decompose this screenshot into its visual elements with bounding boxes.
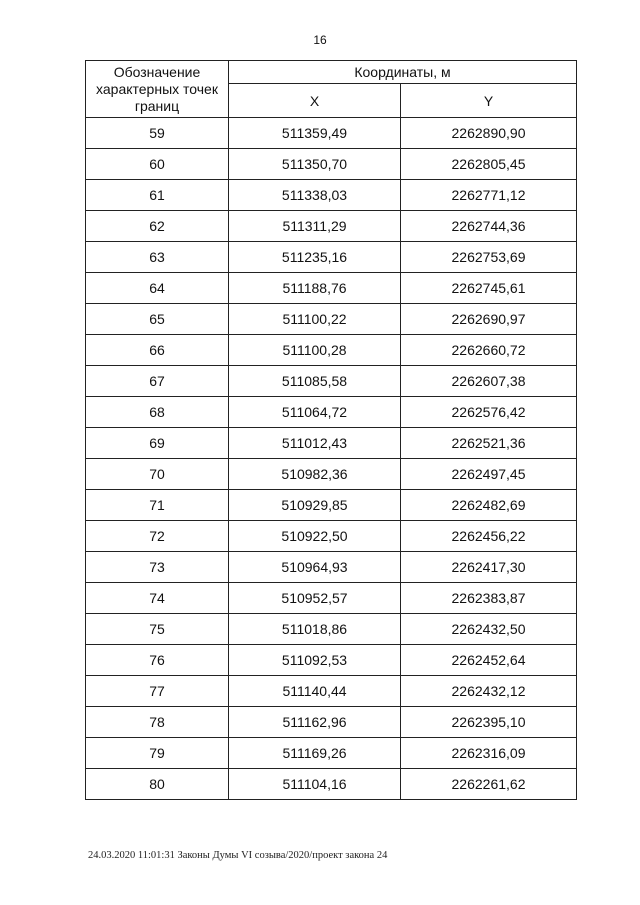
table-header-row (86, 61, 577, 84)
page-number: 16 (313, 33, 327, 47)
table-row (86, 459, 577, 490)
y-cell: 2262456,22 (401, 521, 577, 552)
coordinates-header: Координаты, м (229, 61, 577, 84)
table-row (86, 211, 577, 242)
point-cell: 69 (86, 428, 229, 459)
y-cell: 2262452,64 (401, 645, 577, 676)
point-cell: 62 (86, 211, 229, 242)
x-cell: 511162,96 (229, 707, 401, 738)
point-cell: 63 (86, 242, 229, 273)
point-cell: 76 (86, 645, 229, 676)
point-cell: 61 (86, 180, 229, 211)
table-row (86, 676, 577, 707)
table-row (86, 521, 577, 552)
table-row (86, 118, 577, 149)
y-cell: 2262771,12 (401, 180, 577, 211)
x-cell: 510964,93 (229, 552, 401, 583)
x-cell: 511018,86 (229, 614, 401, 645)
point-cell: 67 (86, 366, 229, 397)
x-cell: 511311,29 (229, 211, 401, 242)
table-row (86, 707, 577, 738)
point-header: Обозначение характерных точек границ (86, 61, 229, 118)
table-row (86, 552, 577, 583)
point-cell: 77 (86, 676, 229, 707)
table-row (86, 366, 577, 397)
table-row (86, 335, 577, 366)
y-cell: 2262383,87 (401, 583, 577, 614)
y-cell: 2262432,12 (401, 676, 577, 707)
point-cell: 66 (86, 335, 229, 366)
y-cell: 2262890,90 (401, 118, 577, 149)
point-cell: 80 (86, 769, 229, 800)
point-cell: 65 (86, 304, 229, 335)
y-cell: 2262432,50 (401, 614, 577, 645)
point-cell: 70 (86, 459, 229, 490)
x-cell: 511350,70 (229, 149, 401, 180)
point-cell: 59 (86, 118, 229, 149)
point-cell: 75 (86, 614, 229, 645)
y-cell: 2262261,62 (401, 769, 577, 800)
x-cell: 510982,36 (229, 459, 401, 490)
y-cell: 2262753,69 (401, 242, 577, 273)
y-cell: 2262497,45 (401, 459, 577, 490)
x-cell: 511235,16 (229, 242, 401, 273)
point-cell: 64 (86, 273, 229, 304)
table-row (86, 397, 577, 428)
point-cell: 79 (86, 738, 229, 769)
table-row (86, 428, 577, 459)
x-header: X (229, 84, 401, 118)
x-cell: 511100,28 (229, 335, 401, 366)
point-cell: 78 (86, 707, 229, 738)
x-cell: 511085,58 (229, 366, 401, 397)
point-cell: 68 (86, 397, 229, 428)
table-row (86, 645, 577, 676)
y-cell: 2262607,38 (401, 366, 577, 397)
table-row (86, 149, 577, 180)
y-header: Y (401, 84, 577, 118)
table-row (86, 738, 577, 769)
y-cell: 2262745,61 (401, 273, 577, 304)
x-cell: 511169,26 (229, 738, 401, 769)
y-cell: 2262805,45 (401, 149, 577, 180)
x-cell: 510922,50 (229, 521, 401, 552)
x-cell: 510929,85 (229, 490, 401, 521)
table-body (86, 118, 577, 800)
table-row (86, 273, 577, 304)
y-cell: 2262521,36 (401, 428, 577, 459)
y-cell: 2262744,36 (401, 211, 577, 242)
y-cell: 2262316,09 (401, 738, 577, 769)
y-cell: 2262660,72 (401, 335, 577, 366)
table-row (86, 180, 577, 211)
y-cell: 2262417,30 (401, 552, 577, 583)
x-cell: 511140,44 (229, 676, 401, 707)
point-cell: 73 (86, 552, 229, 583)
point-cell: 60 (86, 149, 229, 180)
x-cell: 511100,22 (229, 304, 401, 335)
table-row (86, 583, 577, 614)
footer-note: 24.03.2020 11:01:31 Законы Думы VI созыва/2020/проект закона 24 (88, 850, 388, 861)
x-cell: 511338,03 (229, 180, 401, 211)
x-cell: 511359,49 (229, 118, 401, 149)
y-cell: 2262395,10 (401, 707, 577, 738)
table-row (86, 769, 577, 800)
y-cell: 2262576,42 (401, 397, 577, 428)
table-row (86, 490, 577, 521)
x-cell: 511064,72 (229, 397, 401, 428)
table-row (86, 304, 577, 335)
point-cell: 72 (86, 521, 229, 552)
x-cell: 510952,57 (229, 583, 401, 614)
table-row (86, 242, 577, 273)
x-cell: 511012,43 (229, 428, 401, 459)
point-cell: 71 (86, 490, 229, 521)
x-cell: 511188,76 (229, 273, 401, 304)
point-cell: 74 (86, 583, 229, 614)
coordinates-table (85, 60, 577, 800)
x-cell: 511104,16 (229, 769, 401, 800)
y-cell: 2262482,69 (401, 490, 577, 521)
y-cell: 2262690,97 (401, 304, 577, 335)
x-cell: 511092,53 (229, 645, 401, 676)
table-row (86, 614, 577, 645)
